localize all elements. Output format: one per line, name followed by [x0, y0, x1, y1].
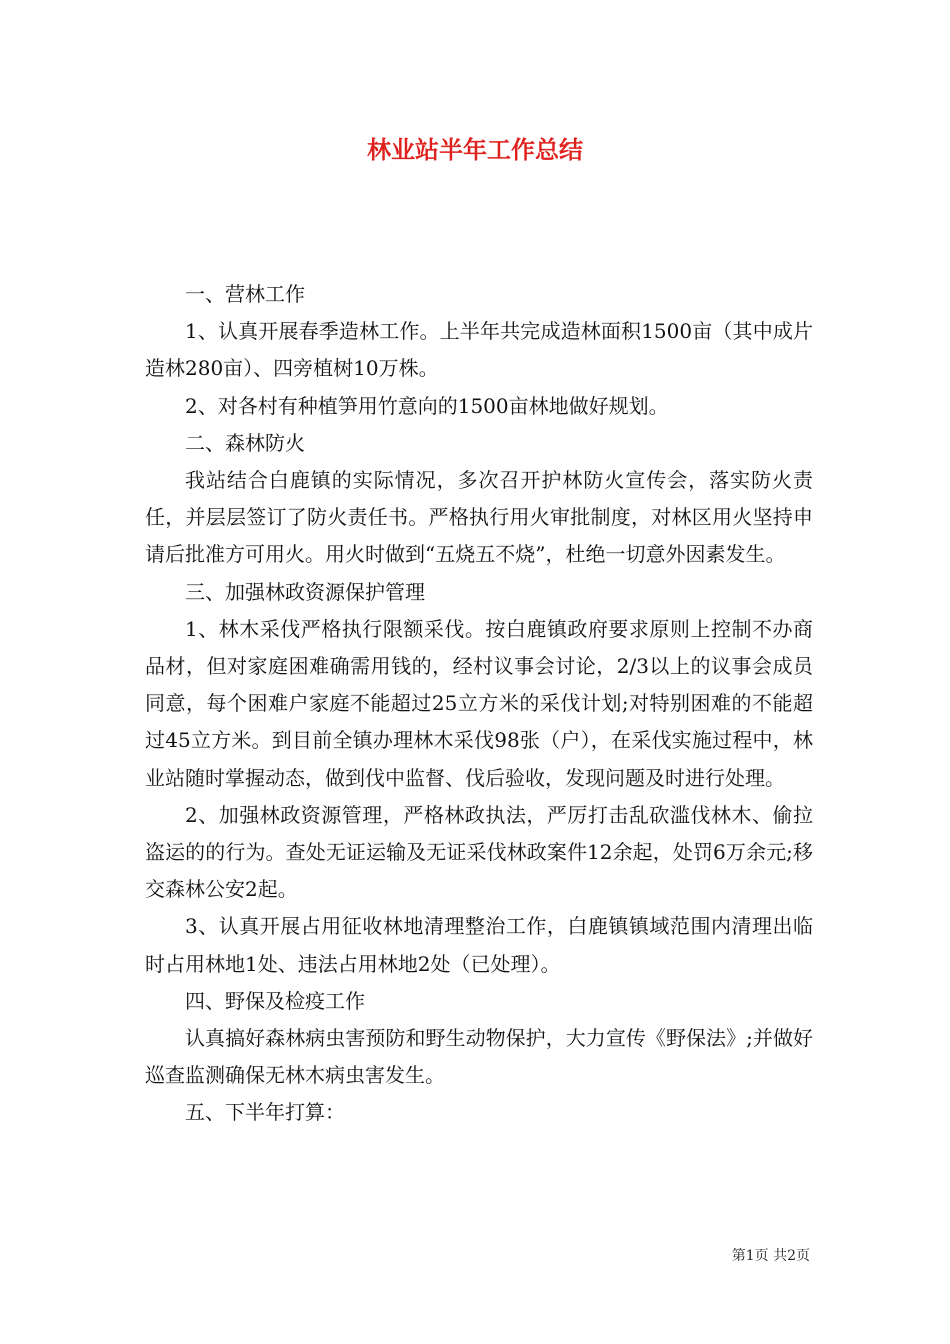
paragraph-afforestation-1: 1、认真开展春季造林工作。上半年共完成造林面积1500亩（其中成片造林280亩）、四旁植树10万株。 — [145, 319, 813, 381]
heading-wildlife-quarantine: 四、野保及检疫工作 — [185, 988, 365, 1013]
document-body — [145, 276, 813, 1132]
paragraph-resource-1: 1、林木采伐严格执行限额采伐。按白鹿镇政府要求原则上控制不办商品材，但对家庭困难确需用钱的，经村议事会讨论，2/3以上的议事会成员同意，每个困难户家庭不能超过25立方米的采伐计划;对特别困难的不能超过45立方米。到目前全镇办理林木采伐98张（户），在采伐实施过程中，林业站随时掌握动态，做到伐中监督、伐后验收，发现问题及时进行处理。 — [145, 616, 813, 790]
paragraph-resource-3: 3、认真开展占用征收林地清理整治工作，白鹿镇镇域范围内清理出临时占用林地1处、违法占用林地2处（已处理）。 — [145, 914, 813, 976]
heading-fire-prevention: 二、森林防火 — [185, 430, 305, 455]
heading-afforestation: 一、营林工作 — [185, 282, 305, 306]
page-number: 第1页 共2页 — [731, 1248, 810, 1264]
paragraph-resource-2: 2、加强林政资源管理，严格林政执法，严厉打击乱砍滥伐林木、偷拉盗运的的行为。查处无证运输及无证采伐林政案件12余起，处罚6万余元;移交森林公安2起。 — [145, 802, 813, 902]
paragraph-wildlife: 认真搞好森林病虫害预防和野生动物保护，大力宣传《野保法》;并做好巡查监测确保无林木病虫害发生。 — [145, 1026, 813, 1088]
heading-resource-protection: 三、加强林政资源保护管理 — [185, 579, 425, 604]
paragraph-afforestation-2: 2、对各村有种植笋用竹意向的1500亩林地做好规划。 — [185, 393, 669, 418]
paragraph-fire-prevention: 我站结合白鹿镇的实际情况，多次召开护林防火宣传会，落实防火责任，并层层签订了防火责任书。严格执行用火审批制度，对林区用火坚持申请后批准方可用火。用火时做到“五烧五不烧”，杜绝一切意外因素发生。 — [145, 468, 813, 567]
heading-second-half-plan: 五、下半年打算： — [185, 1100, 345, 1125]
document-title: 林业站半年工作总结 — [367, 135, 583, 164]
